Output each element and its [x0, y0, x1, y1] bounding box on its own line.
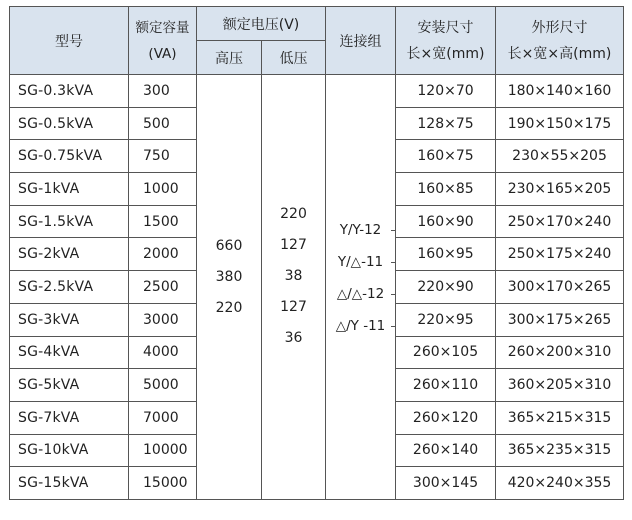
capacity-cell: 1000	[129, 173, 197, 206]
header-mount-line2: 长×宽(mm)	[406, 45, 485, 62]
capacity-cell: 2000	[129, 238, 197, 271]
outline-size-cell: 300×175×265	[496, 303, 624, 336]
model-cell: SG-0.5kVA	[10, 107, 129, 140]
transformer-spec-table	[9, 6, 624, 500]
connection-group-value: Y/Y-12	[326, 214, 395, 246]
outline-size-cell: 260×200×310	[496, 336, 624, 369]
capacity-cell: 750	[129, 140, 197, 173]
low-voltage-value: 127	[280, 237, 307, 253]
capacity-cell: 3000	[129, 303, 197, 336]
mount-size-cell: 128×75	[396, 107, 496, 140]
capacity-cell: 300	[129, 75, 197, 108]
outline-size-cell: 365×215×315	[496, 401, 624, 434]
high-voltage-value: 220	[215, 300, 243, 316]
capacity-cell: 2500	[129, 271, 197, 304]
low-voltage-value: 220	[280, 206, 307, 222]
model-cell: SG-2.5kVA	[10, 271, 129, 304]
mount-size-cell: 160×95	[396, 238, 496, 271]
capacity-cell: 10000	[129, 434, 197, 467]
outline-size-cell: 420×240×355	[496, 467, 624, 500]
outline-size-cell: 250×170×240	[496, 205, 624, 238]
model-cell: SG-1kVA	[10, 173, 129, 206]
outline-size-cell: 250×175×240	[496, 238, 624, 271]
table-row	[10, 75, 624, 108]
header-low-voltage: 低压	[262, 41, 326, 75]
capacity-cell: 4000	[129, 336, 197, 369]
model-cell: SG-0.75kVA	[10, 140, 129, 173]
header-outline-line1: 外形尺寸	[531, 19, 588, 36]
outline-size-cell: 230×55×205	[496, 140, 624, 173]
mount-size-cell: 300×145	[396, 467, 496, 500]
model-cell: SG-1.5kVA	[10, 205, 129, 238]
capacity-cell: 5000	[129, 369, 197, 402]
model-cell: SG-2kVA	[10, 238, 129, 271]
low-voltage-cell	[262, 75, 326, 500]
outline-size-cell: 360×205×310	[496, 369, 624, 402]
low-voltage-value: 38	[284, 268, 303, 284]
model-cell: SG-3kVA	[10, 303, 129, 336]
header-high-voltage: 高压	[197, 41, 262, 75]
model-cell: SG-5kVA	[10, 369, 129, 402]
outline-size-cell: 365×235×315	[496, 434, 624, 467]
capacity-cell: 15000	[129, 467, 197, 500]
model-cell: SG-7kVA	[10, 401, 129, 434]
header-mount-line1: 安装尺寸	[417, 19, 474, 36]
high-voltage-cell	[197, 75, 262, 500]
model-cell: SG-0.3kVA	[10, 75, 129, 108]
model-cell: SG-4kVA	[10, 336, 129, 369]
connection-group-value: Y/△-11	[326, 246, 395, 278]
high-voltage-value: 660	[215, 238, 243, 254]
mount-size-cell: 160×85	[396, 173, 496, 206]
connection-group-value: △/△-12	[326, 278, 395, 310]
mount-size-cell: 260×110	[396, 369, 496, 402]
outline-size-cell: 180×140×160	[496, 75, 624, 108]
header-voltage: 额定电压(V)	[197, 7, 326, 41]
mount-size-cell: 260×105	[396, 336, 496, 369]
model-cell: SG-10kVA	[10, 434, 129, 467]
high-voltage-value: 380	[215, 269, 243, 285]
model-cell: SG-15kVA	[10, 467, 129, 500]
outline-size-cell: 190×150×175	[496, 107, 624, 140]
header-capacity-line1: 额定容量	[135, 19, 190, 36]
header-capacity	[129, 7, 197, 75]
low-voltage-value: 36	[284, 330, 303, 346]
header-connection: 连接组	[326, 7, 396, 75]
mount-size-cell: 220×90	[396, 271, 496, 304]
header-model: 型号	[10, 7, 129, 75]
mount-size-cell: 260×140	[396, 434, 496, 467]
connection-group-value: △/Y -11	[326, 310, 395, 342]
low-voltage-value: 127	[280, 299, 307, 315]
outline-size-cell: 300×170×265	[496, 271, 624, 304]
mount-size-cell: 120×70	[396, 75, 496, 108]
header-mount	[396, 7, 496, 75]
mount-size-cell: 220×95	[396, 303, 496, 336]
connection-group-cell	[326, 75, 396, 500]
mount-size-cell: 160×75	[396, 140, 496, 173]
mount-size-cell: 160×90	[396, 205, 496, 238]
capacity-cell: 7000	[129, 401, 197, 434]
capacity-cell: 1500	[129, 205, 197, 238]
header-capacity-line2: (VA)	[148, 45, 177, 62]
capacity-cell: 500	[129, 107, 197, 140]
spec-table-container	[9, 6, 623, 506]
header-outline	[496, 7, 624, 75]
mount-size-cell: 260×120	[396, 401, 496, 434]
outline-size-cell: 230×165×205	[496, 173, 624, 206]
header-outline-line2: 长×宽×高(mm)	[507, 45, 612, 62]
